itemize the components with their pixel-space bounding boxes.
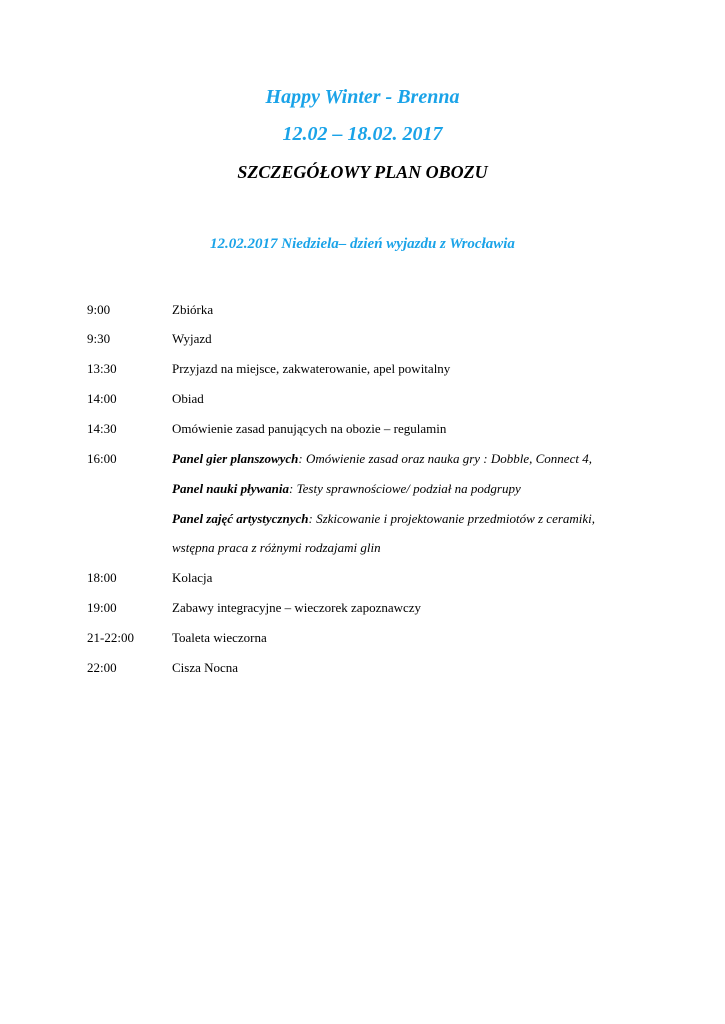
schedule-row — [0, 359, 725, 379]
schedule-row — [0, 300, 725, 320]
schedule-row — [0, 658, 725, 678]
day-heading: 12.02.2017 Niedziela– dzień wyjazdu z Wrocławia — [210, 236, 515, 252]
schedule-time: 13:30 — [87, 361, 117, 376]
schedule-time: 9:00 — [87, 302, 111, 317]
schedule-time: 21-22:00 — [87, 630, 134, 645]
schedule-row — [0, 568, 725, 588]
panel-label: Panel gier planszowych — [172, 451, 299, 466]
panel-text: : Omówienie zasad oraz nauka gry : Dobble, Connect 4, — [298, 451, 592, 466]
schedule-row — [0, 419, 725, 439]
panel-description — [172, 479, 521, 499]
camp-title: Happy Winter - Brenna — [265, 86, 460, 108]
schedule-time: 16:00 — [87, 451, 117, 466]
schedule-time: 14:00 — [87, 391, 117, 406]
schedule-text: Kolacja — [172, 570, 213, 585]
schedule-time: 9:30 — [87, 331, 111, 346]
panel-description — [172, 509, 595, 529]
schedule-row — [0, 598, 725, 618]
schedule-text: Wyjazd — [172, 331, 212, 346]
panel-text: : Szkicowanie i projektowanie przedmiotów z ceramiki, — [308, 511, 596, 526]
panel-text-continuation: wstępna praca z różnymi rodzajami glin — [172, 540, 381, 555]
schedule-row — [0, 538, 725, 558]
panel-label: Panel nauki pływania — [172, 481, 290, 496]
schedule-row — [0, 628, 725, 648]
schedule-time: 22:00 — [87, 660, 117, 675]
schedule-row — [0, 329, 725, 349]
schedule-time: 18:00 — [87, 570, 117, 585]
schedule-time: 19:00 — [87, 600, 117, 615]
schedule-text: Cisza Nocna — [172, 660, 239, 675]
schedule-text: Zabawy integracyjne – wieczorek zapoznawczy — [172, 600, 422, 615]
schedule-text: Omówienie zasad panujących na obozie – regulamin — [172, 421, 447, 436]
schedule-text: Przyjazd na miejsce, zakwaterowanie, apel powitalny — [172, 361, 451, 376]
schedule-row — [0, 389, 725, 409]
plan-subtitle: SZCZEGÓŁOWY PLAN OBOZU — [237, 162, 488, 182]
schedule-text: Toaleta wieczorna — [172, 630, 267, 645]
schedule-text: Zbiórka — [172, 302, 214, 317]
schedule-row — [0, 509, 725, 529]
panel-text: : Testy sprawnościowe/ podział na podgrupy — [289, 481, 521, 496]
panel-description — [172, 449, 592, 469]
camp-dates: 12.02 – 18.02. 2017 — [282, 123, 443, 145]
schedule-time: 14:30 — [87, 421, 117, 436]
schedule-row — [0, 449, 725, 469]
panel-label: Panel zajęć artystycznych — [172, 511, 309, 526]
schedule-row — [0, 479, 725, 499]
schedule-text: Obiad — [172, 391, 204, 406]
